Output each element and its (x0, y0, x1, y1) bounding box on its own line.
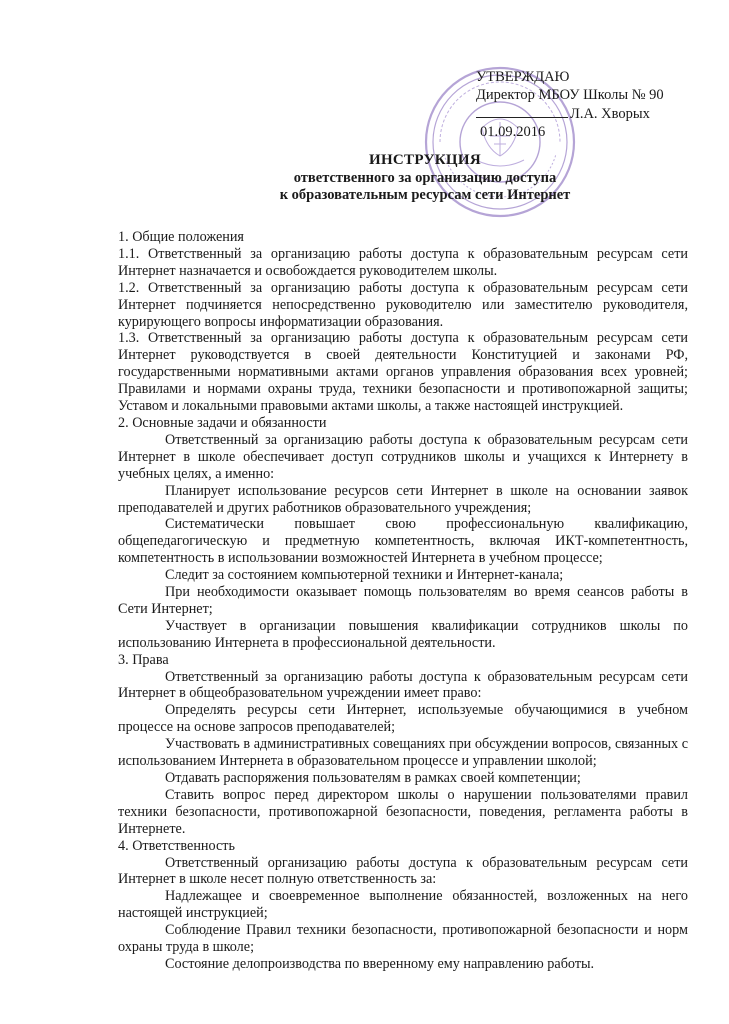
title-main: ИНСТРУКЦИЯ (368, 152, 481, 168)
signature-line (476, 104, 716, 123)
body-paragraph: Ответственный организацию работы доступа к образовательным ресурсам сети Интернет в школе несет полную ответственность за: (118, 854, 688, 888)
body-paragraph: Отдавать распоряжения пользователям в рамках своей компетенции; (165, 770, 581, 786)
body-paragraph: Следит за состоянием компьютерной техники и Интернет-канала; (165, 567, 564, 584)
section-paragraph: 2. Основные задачи и обязанности (118, 414, 327, 431)
approval-block (476, 68, 716, 141)
body-paragraph: Участвовать в административных совещаниях при обсуждении вопросов, связанных с использованием Интернета в образовательном процессе и управлении школой; (118, 736, 688, 770)
body-paragraph: Соблюдение Правил техники безопасности, противопожарной безопасности и норм охраны труда в школе; (118, 922, 688, 956)
body-paragraph: Участвует в организации повышения квалификации сотрудников школы по использованию Интернета в профессиональной деятельности. (118, 617, 688, 651)
signature-field (476, 104, 568, 118)
body-paragraph: Надлежащее и своевременное выполнение обязанностей, возложенных на него настоящей инструкцией; (118, 888, 688, 922)
body-paragraph: Ответственный за организацию работы доступа к образовательным ресурсам сети Интернет в общеобразовательном учреждении имеет право: (118, 668, 688, 702)
section-paragraph: 1.2. Ответственный за организацию работы доступа к образовательным ресурсам сети Интернет подчиняется непосредственно руководителю или заместителю руководителя, курирующего вопросы информатизации образования. (118, 279, 688, 330)
title-subline-1: ответственного за организацию доступа (293, 170, 557, 186)
section-paragraph: 4. Ответственность (118, 837, 235, 854)
approval-heading: УТВЕРЖДАЮ (476, 69, 570, 85)
document-body (118, 229, 688, 973)
body-paragraph: Ответственный за организацию работы доступа к образовательным ресурсам сети Интернет в школе обеспечивает доступ сотрудников школы и учащихся к Интернету в учебных целях, а именно: (118, 431, 688, 482)
approval-date: 01.09.2016 (480, 124, 546, 140)
director-name: Л.А. Хворых (570, 106, 650, 122)
document-title (120, 150, 690, 204)
body-paragraph: Ставить вопрос перед директором школы о нарушении пользователями правил техники безопасности, противопожарной безопасности, поведения, регламента работы в Интернете. (118, 786, 688, 837)
section-paragraph: 3. Права (118, 651, 169, 668)
section-paragraph: 1.1. Ответственный за организацию работы доступа к образовательным ресурсам сети Интернет назначается и освобождается руководителем школы. (118, 245, 688, 279)
body-paragraph: Систематически повышает свою профессиональную квалификацию, общепедагогическую и предметную компетентность, включая ИКТ-компетентность, компетентность в использовании возможностей Интернета в учебном процессе; (118, 516, 688, 567)
body-paragraph: Планирует использование ресурсов сети Интернет в школе на основании заявок преподавателей и других работников образовательного учреждения; (118, 482, 688, 516)
section-paragraph: 1. Общие положения (118, 229, 244, 245)
section-paragraph: 1.3. Ответственный за организацию работы доступа к образовательным ресурсам сети Интернет руководствуется в своей деятельности Конституцией и законами РФ, государственными нормативными актами органов управления образования всех уровней; Правилами и нормами охраны труда, техники безопасности и противопожарной защиты; Уставом и локальными правовыми актами школы, а также настоящей инструкцией. (118, 330, 688, 415)
body-paragraph: Определять ресурсы сети Интернет, используемые обучающимися в учебном процессе на основе запросов преподавателей; (118, 702, 688, 736)
title-subline-2: к образовательным ресурсам сети Интернет (279, 187, 571, 203)
body-paragraph: При необходимости оказывает помощь пользователям во время сеансов работы в Сети Интернет; (118, 584, 688, 617)
director-title: Директор МБОУ Школы № 90 (476, 87, 664, 103)
body-paragraph: Состояние делопроизводства по вверенному ему направлению работы. (165, 955, 595, 972)
